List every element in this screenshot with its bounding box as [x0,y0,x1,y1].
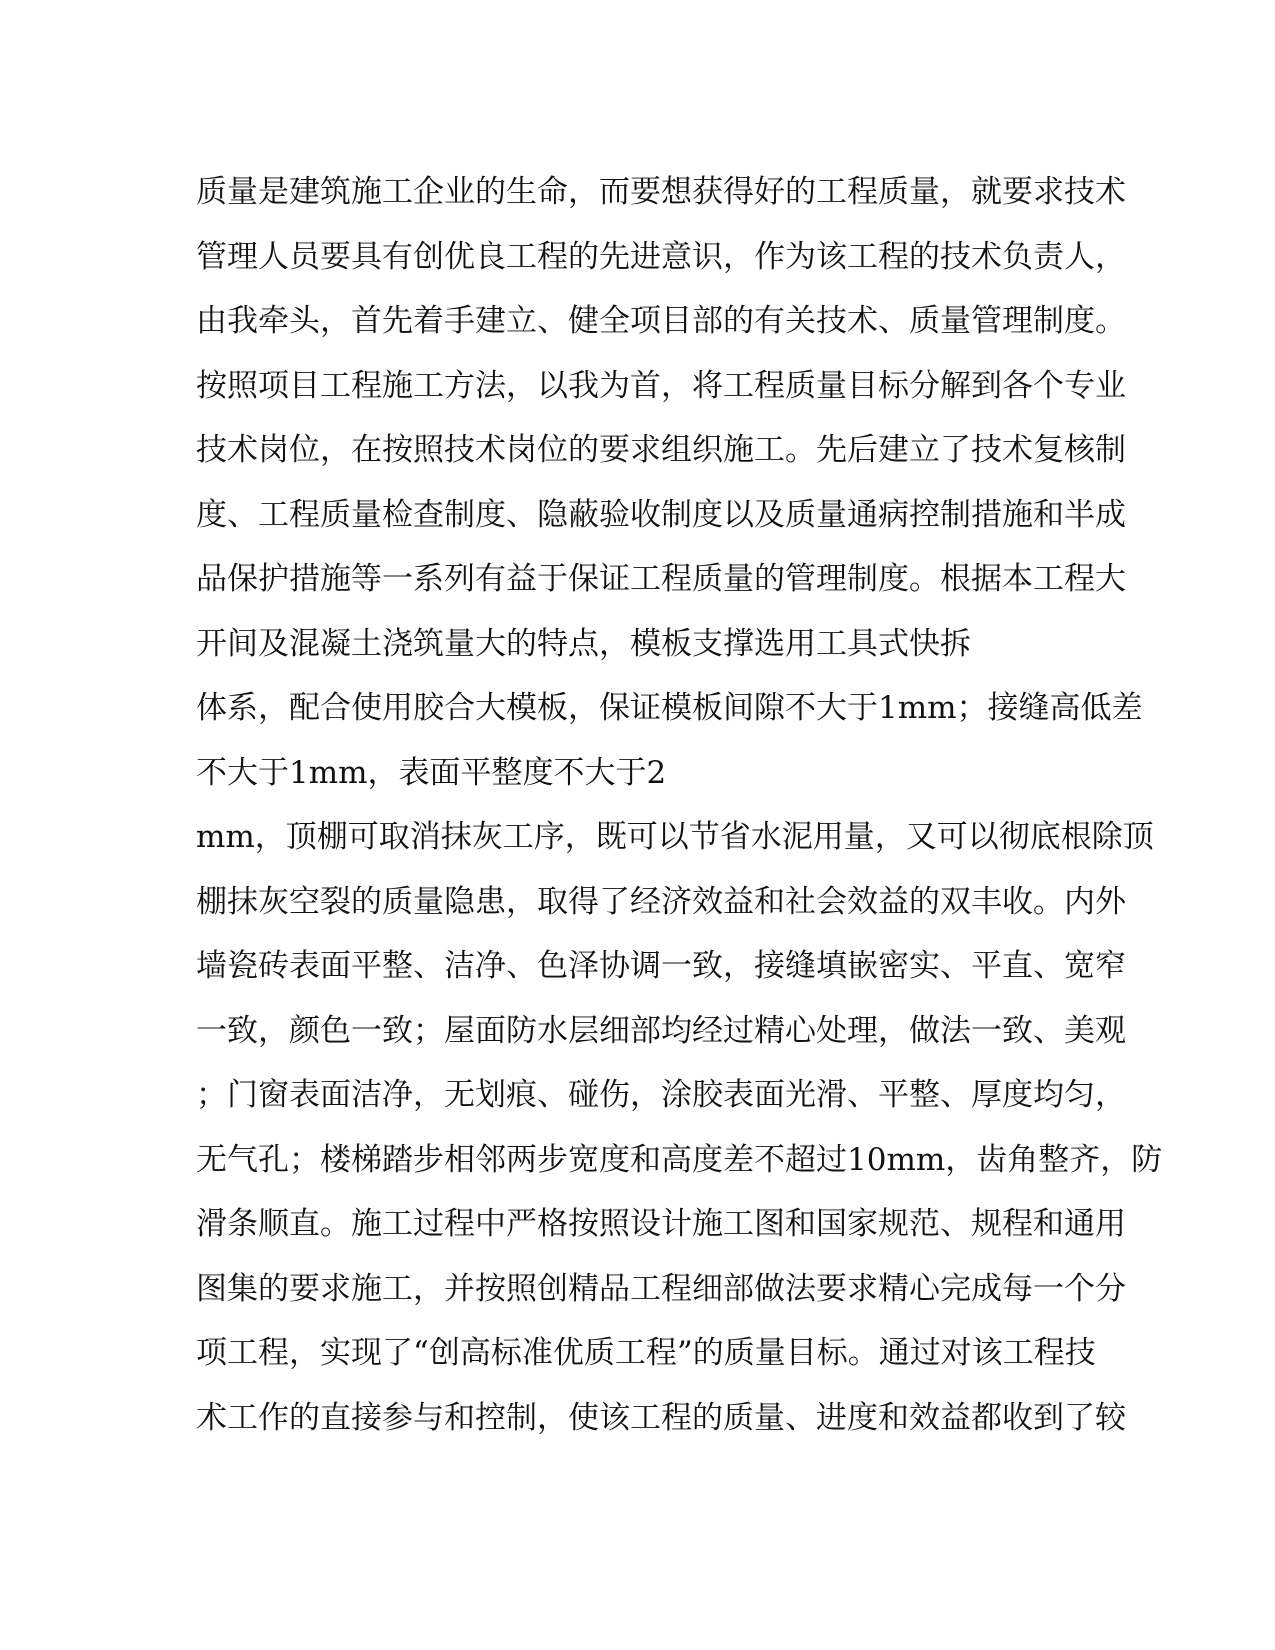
text-line: 无气孔；楼梯踏步相邻两步宽度和高度差不超过10mm，齿角整齐，防 [196,1141,1163,1178]
text-line: 滑条顺直。施工过程中严格按照设计施工图和国家规范、规程和通用 [196,1206,1126,1242]
text-line: 质量是建筑施工企业的生命，而要想获得好的工程质量，就要求技术 [196,174,1126,210]
text-line: 品保护措施等一系列有益于保证工程质量的管理制度。根据本工程大 [196,561,1126,597]
text-line: 开间及混凝土浇筑量大的特点，模板支撑选用工具式快拆 [196,625,971,662]
text-line: 度、工程质量检查制度、隐蔽验收制度以及质量通病控制措施和半成 [196,496,1126,533]
text-line: 不大于1mm，表面平整度不大于2 [196,754,667,791]
body-text [196,160,1163,1450]
text-line: 术工作的直接参与和控制，使该工程的质量、进度和效益都收到了较 [196,1399,1126,1436]
text-line: 体系，配合使用胶合大模板，保证模板间隙不大于1mm；接缝高低差 [196,690,1143,726]
text-line: 由我牵头，首先着手建立、健全项目部的有关技术、质量管理制度。 [196,303,1126,339]
text-line: 按照项目工程施工方法，以我为首，将工程质量目标分解到各个专业 [196,367,1126,404]
text-line: 项工程，实现了“创高标准优质工程”的质量目标。通过对该工程技 [196,1335,1096,1371]
text-line: mm，顶棚可取消抹灰工序，既可以节省水泥用量，又可以彻底根除顶 [196,819,1154,855]
text-line: 图集的要求施工，并按照创精品工程细部做法要求精心完成每一个分 [196,1270,1126,1307]
text-line: 墙瓷砖表面平整、洁净、色泽协调一致，接缝填嵌密实、平直、宽窄 [196,948,1126,984]
text-line: 管理人员要具有创优良工程的先进意识，作为该工程的技术负责人， [196,238,1126,275]
text-line: 技术岗位，在按照技术岗位的要求组织施工。先后建立了技术复核制 [196,432,1126,468]
text-line: 棚抹灰空裂的质量隐患，取得了经济效益和社会效益的双丰收。内外 [196,883,1126,920]
text-line: ；门窗表面洁净，无划痕、碰伤，涂胶表面光滑、平整、厚度均匀， [196,1077,1126,1113]
text-line: 一致，颜色一致；屋面防水层细部均经过精心处理，做法一致、美观 [196,1012,1126,1049]
